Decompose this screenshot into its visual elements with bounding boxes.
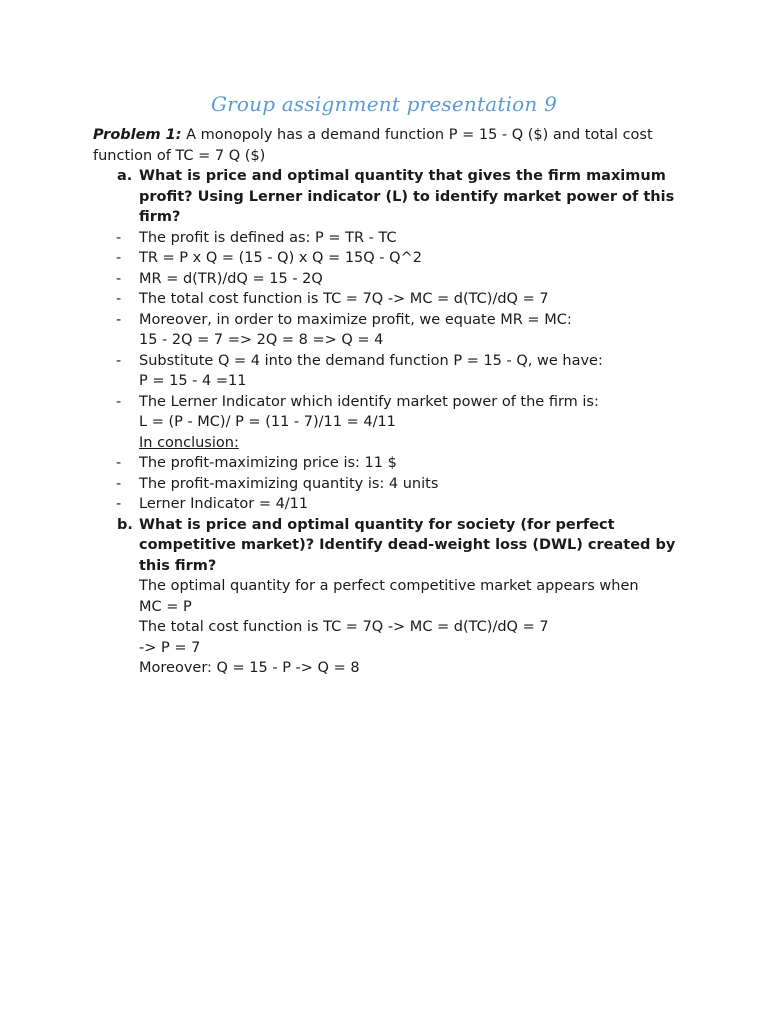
- list-item-text: The Lerner Indicator which identify market power of the firm is:: [139, 393, 599, 410]
- list-item-text: Moreover, in order to maximize profit, we equate MR = MC:: [139, 311, 572, 328]
- list-item: [93, 453, 683, 474]
- question-a-marker: a.: [117, 168, 133, 184]
- list-item: [93, 228, 683, 249]
- answer-line: Moreover: Q = 15 - P -> Q = 8: [139, 660, 360, 676]
- list-item-text: MR = d(TR)/dQ = 15 - 2Q: [139, 270, 323, 287]
- dash-marker: -: [116, 475, 122, 492]
- answer-line: The optimal quantity for a perfect competitive market appears when: [139, 578, 639, 594]
- continuation-line: L = (P - MC)/ P = (11 - 7)/11 = 4/11: [139, 414, 396, 430]
- dash-marker: -: [116, 270, 122, 287]
- list-item-text: The profit is defined as: P = TR - TC: [139, 229, 397, 246]
- continuation-line: 15 - 2Q = 7 => 2Q = 8 => Q = 4: [139, 332, 384, 348]
- document-title: Group assignment presentation 9: [210, 92, 557, 116]
- list-item-text: The profit-maximizing quantity is: 4 units: [139, 475, 439, 492]
- dash-marker: -: [116, 291, 122, 307]
- list-item: [93, 269, 683, 290]
- list-item: [93, 289, 683, 310]
- problem-label: Problem 1:: [93, 127, 182, 143]
- list-item-text: Substitute Q = 4 into the demand function P = 15 - Q, we have:: [139, 352, 603, 369]
- problem-text-line-2: function of TC = 7 Q ($): [93, 147, 266, 164]
- question-a: [93, 166, 683, 228]
- answer-line: -> P = 7: [139, 639, 201, 656]
- question-a-line: firm?: [139, 209, 181, 225]
- list-item: [93, 351, 683, 372]
- list-item-text: TR = P x Q = (15 - Q) x Q = 15Q - Q^2: [139, 250, 422, 266]
- continuation-line: P = 15 - 4 =11: [139, 373, 247, 389]
- dash-marker: -: [116, 229, 122, 246]
- question-b-line: competitive market)? Identify dead-weight loss (DWL) created by: [139, 537, 676, 553]
- dash-marker: -: [116, 250, 122, 266]
- dash-marker: -: [116, 393, 122, 410]
- question-b-line: What is price and optimal quantity for society (for perfect: [139, 516, 615, 533]
- question-a-line: profit? Using Lerner indicator (L) to identify market power of this: [139, 188, 675, 205]
- list-item: [93, 474, 683, 495]
- list-item: [93, 248, 683, 269]
- dash-marker: -: [116, 311, 122, 328]
- answer-line: The total cost function is TC = 7Q -> MC = d(TC)/dQ = 7: [139, 619, 549, 635]
- document-body: [93, 125, 683, 679]
- list-item-text: The profit-maximizing price is: 11 $: [139, 455, 397, 471]
- question-b: [93, 515, 683, 577]
- conclusion-heading: In conclusion:: [139, 434, 239, 451]
- problem-text-line-1: A monopoly has a demand function P = 15 - Q ($) and total cost: [181, 127, 653, 143]
- question-b-line: this firm?: [139, 557, 217, 574]
- list-item-text: The total cost function is TC = 7Q -> MC = d(TC)/dQ = 7: [139, 291, 549, 307]
- dash-marker: -: [116, 496, 122, 512]
- list-item: [93, 310, 683, 331]
- answer-line: MC = P: [139, 598, 192, 615]
- question-a-line: What is price and optimal quantity that gives the firm maximum: [139, 168, 666, 184]
- list-item: [93, 392, 683, 413]
- list-item: [93, 494, 683, 515]
- list-item-text: Lerner Indicator = 4/11: [139, 496, 309, 512]
- question-b-marker: b.: [117, 516, 133, 533]
- dash-marker: -: [116, 352, 122, 369]
- problem-statement: [93, 125, 683, 166]
- dash-marker: -: [116, 455, 122, 471]
